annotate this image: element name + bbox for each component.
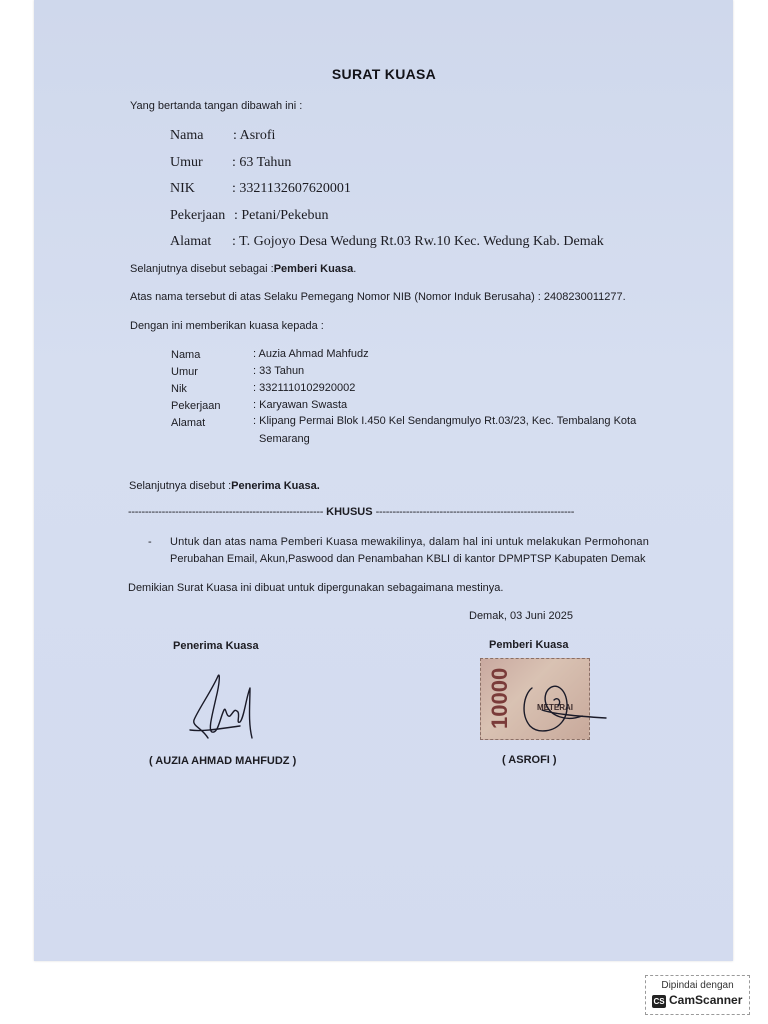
intro-text: Yang bertanda tangan dibawah ini : [130, 100, 303, 112]
giver-role-line [130, 263, 356, 275]
giver-address-value: : T. Gojoyo Desa Wedung Rt.03 Rw.10 Kec. Wedung Kab. Demak [232, 234, 604, 249]
purpose-line-2: Perubahan Email, Akun,Paswood dan Penambahan KBLI di kantor DPMPTSP Kabupaten Demak [170, 553, 646, 565]
giver-role-suffix: . [353, 263, 357, 275]
receiver-address-label: Alamat [171, 417, 206, 429]
giver-age-value: : 63 Tahun [232, 155, 292, 170]
giver-age-label: Umur [170, 155, 203, 170]
document-page [34, 0, 733, 961]
purpose-bullet: - [148, 536, 152, 548]
receiver-address-value: : Klipang Permai Blok I.450 Kel Sendangmulyo Rt.03/23, Kec. Tembalang Kota [253, 415, 637, 427]
giver-signature-name: ( ASROFI ) [502, 754, 557, 766]
receiver-job-label: Pekerjaan [171, 400, 221, 412]
giver-role: Pemberi Kuasa [273, 263, 354, 275]
place-date: Demak, 03 Juni 2025 [469, 610, 573, 622]
giver-signature-label: Pemberi Kuasa [489, 639, 569, 651]
receiver-signature [184, 668, 264, 744]
receiver-job-value: : Karyawan Swasta [253, 399, 348, 411]
camscanner-watermark [645, 975, 750, 1015]
stamp-value: 10000 [487, 667, 512, 729]
receiver-address-cont: Semarang [259, 433, 310, 445]
document-title: SURAT KUASA [331, 66, 437, 82]
giver-job-value: : Petani/Pekebun [234, 208, 329, 223]
receiver-age-value: : 33 Tahun [253, 365, 305, 377]
giver-name-value: : Asrofi [233, 128, 276, 143]
khusus-right-dashes: ----------------------------------------------------------- [375, 506, 575, 518]
giver-signature [502, 670, 612, 740]
receiver-role-prefix: Selanjutnya disebut : [129, 480, 232, 492]
receiver-name-value: : Auzia Ahmad Mahfudz [253, 348, 369, 360]
receiver-signature-name: ( AUZIA AHMAD MAHFUDZ ) [149, 755, 297, 767]
giver-role-prefix: Selanjutnya disebut sebagai : [130, 263, 274, 275]
khusus-label: KHUSUS [326, 506, 373, 518]
giver-address-label: Alamat [170, 234, 212, 249]
purpose-line-1: Untuk dan atas nama Pemberi Kuasa mewakilinya, dalam hal ini untuk melakukan Permohonan [170, 536, 649, 548]
closing-text: Demikian Surat Kuasa ini dibuat untuk dipergunakan sebagaimana mestinya. [128, 582, 504, 594]
watermark-caption: Dipindai dengan [661, 980, 734, 991]
khusus-left-dashes: ---------------------------------------------------------- [128, 506, 324, 518]
nib-line: Atas nama tersebut di atas Selaku Pemegang Nomor NIB (Nomor Induk Berusaha) : 2408230011277. [130, 291, 626, 303]
receiver-age-label: Umur [171, 366, 198, 378]
receiver-nik-value: : 3321110102920002 [253, 382, 356, 394]
watermark-brand: CamScanner [669, 993, 743, 1007]
stamp-text: METERAI [537, 703, 573, 712]
giver-nik-value: : 3321132607620001 [232, 181, 351, 196]
receiver-role: Penerima Kuasa. [231, 480, 320, 492]
receiver-nik-label: Nik [171, 383, 187, 395]
receiver-signature-label: Penerima Kuasa [173, 640, 259, 652]
khusus-divider [128, 506, 574, 518]
receiver-name-label: Nama [171, 349, 201, 361]
receiver-role-line [129, 480, 320, 492]
giver-nik-label: NIK [170, 181, 195, 196]
giver-name-label: Nama [170, 128, 204, 143]
grant-intro: Dengan ini memberikan kuasa kepada : [130, 320, 324, 332]
giver-job-label: Pekerjaan [170, 208, 226, 223]
camscanner-logo-icon: CS [653, 997, 665, 1006]
